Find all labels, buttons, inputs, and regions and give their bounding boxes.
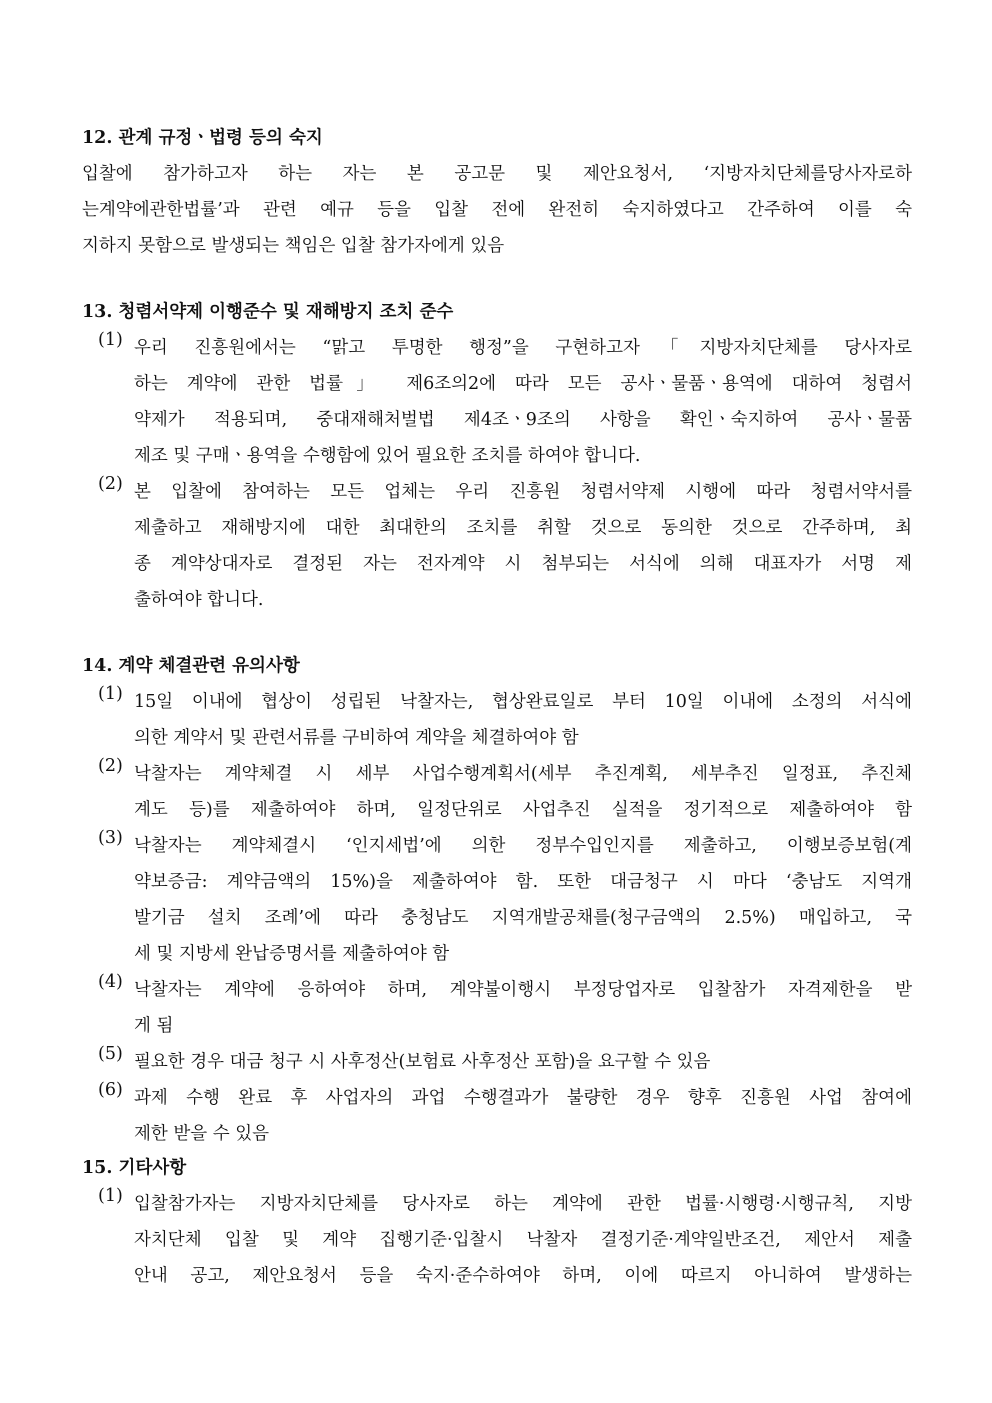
item-number: (1): [98, 330, 123, 350]
item-line: 계도 등)를 제출하여야 하며, 일정단위로 사업추진 실적을 정기적으로 제출하여야 함: [134, 800, 912, 820]
item-line: 자치단체 입찰 및 계약 집행기준·입찰시 낙찰자 결정기준·계약일반조건, 제안서 제출: [134, 1230, 912, 1250]
item-line: 발기금 설치 조례’에 따라 충청남도 지역개발공채를(청구금액의 2.5%) 매입하고, 국: [134, 908, 912, 928]
paragraph-line: 입찰에 참가하고자 하는 자는 본 공고문 및 제안요청서, ‘지방자치단체를당사자로하: [82, 164, 912, 184]
list-item: [82, 1186, 912, 1294]
item-line: 제한 받을 수 있음: [134, 1124, 270, 1144]
list-item: [82, 828, 912, 972]
item-line: 우리 진흥원에서는 “맑고 투명한 행정”을 구현하고자「지방자치단체를 당사자로: [134, 338, 912, 358]
item-line: 15일 이내에 협상이 성립된 낙찰자는, 협상완료일로 부터 10일 이내에 소정의 서식에: [134, 692, 912, 712]
section-heading: 14. 계약 체결관련 유의사항: [82, 656, 300, 676]
list-item: [82, 474, 912, 618]
item-line: 낙찰자는 계약에 응하여야 하며, 계약불이행시 부정당업자로 입찰참가 자격제한을 받: [134, 980, 912, 1000]
paragraph-line: 지하지 못함으로 발생되는 책임은 입찰 참가자에게 있음: [82, 236, 505, 256]
section-15: [82, 1150, 912, 1294]
section-13: [82, 294, 912, 618]
section-heading: 15. 기타사항: [82, 1158, 187, 1178]
item-line: 낙찰자는 계약체결 시 세부 사업수행계획서(세부 추진계획, 세부추진 일정표, 추진체: [134, 764, 912, 784]
section-12: [82, 120, 912, 264]
item-line: 제조 및 구매ㆍ용역을 수행함에 있어 필요한 조치를 하여야 합니다.: [134, 446, 641, 466]
item-line: 약보증금: 계약금액의 15%)을 제출하여야 함. 또한 대금청구 시 마다 ‘충남도 지역개: [134, 872, 912, 892]
item-line: 필요한 경우 대금 청구 시 사후정산(보험료 사후정산 포함)을 요구할 수 있음: [134, 1052, 711, 1072]
item-number: (6): [98, 1080, 123, 1100]
list-item: [82, 1080, 912, 1152]
item-number: (2): [98, 756, 123, 776]
item-line: 약제가 적용되며, 중대재해처벌법 제4조ㆍ9조의 사항을 확인ㆍ숙지하여 공사ㆍ물품: [134, 410, 912, 430]
list-item: [82, 330, 912, 474]
item-number: (1): [98, 684, 123, 704]
item-number: (5): [98, 1044, 123, 1064]
item-number: (4): [98, 972, 123, 992]
item-line: 안내 공고, 제안요청서 등을 숙지·준수하여야 하며, 이에 따르지 아니하여 발생하는: [134, 1266, 912, 1286]
item-line: 게 됨: [134, 1016, 174, 1036]
item-line: 제출하고 재해방지에 대한 최대한의 조치를 취할 것으로 동의한 것으로 간주하며, 최: [134, 518, 912, 538]
item-line: 입찰참가자는 지방자치단체를 당사자로 하는 계약에 관한 법률·시행령·시행규칙, 지방: [134, 1194, 912, 1214]
item-line: 본 입찰에 참여하는 모든 업체는 우리 진흥원 청렴서약제 시행에 따라 청렴서약서를: [134, 482, 912, 502]
item-line: 출하여야 합니다.: [134, 590, 264, 610]
item-number: (2): [98, 474, 123, 494]
section-heading: 13. 청렴서약제 이행준수 및 재해방지 조치 준수: [82, 302, 454, 322]
list-item: [82, 684, 912, 756]
section-heading: 12. 관계 규정ㆍ법령 등의 숙지: [82, 128, 323, 148]
item-number: (3): [98, 828, 123, 848]
item-line: 하는 계약에 관한 법률」 제6조의2에 따라 모든 공사ㆍ물품ㆍ용역에 대하여 청렴서: [134, 374, 912, 394]
item-line: 종 계약상대자로 결정된 자는 전자계약 시 첨부되는 서식에 의해 대표자가 서명 제: [134, 554, 912, 574]
list-item: [82, 756, 912, 828]
item-line: 의한 계약서 및 관련서류를 구비하여 계약을 체결하여야 함: [134, 728, 579, 748]
list-item: [82, 1044, 912, 1080]
item-line: 세 및 지방세 완납증명서를 제출하여야 함: [134, 944, 450, 964]
item-line: 낙찰자는 계약체결시 ‘인지세법’에 의한 정부수입인지를 제출하고, 이행보증보험(계: [134, 836, 912, 856]
item-number: (1): [98, 1186, 123, 1206]
item-line: 과제 수행 완료 후 사업자의 과업 수행결과가 불량한 경우 향후 진흥원 사업 참여에: [134, 1088, 912, 1108]
section-14: [82, 648, 912, 1152]
paragraph-line: 는계약에관한법률’과 관련 예규 등을 입찰 전에 완전히 숙지하였다고 간주하여 이를 숙: [82, 200, 912, 220]
list-item: [82, 972, 912, 1044]
